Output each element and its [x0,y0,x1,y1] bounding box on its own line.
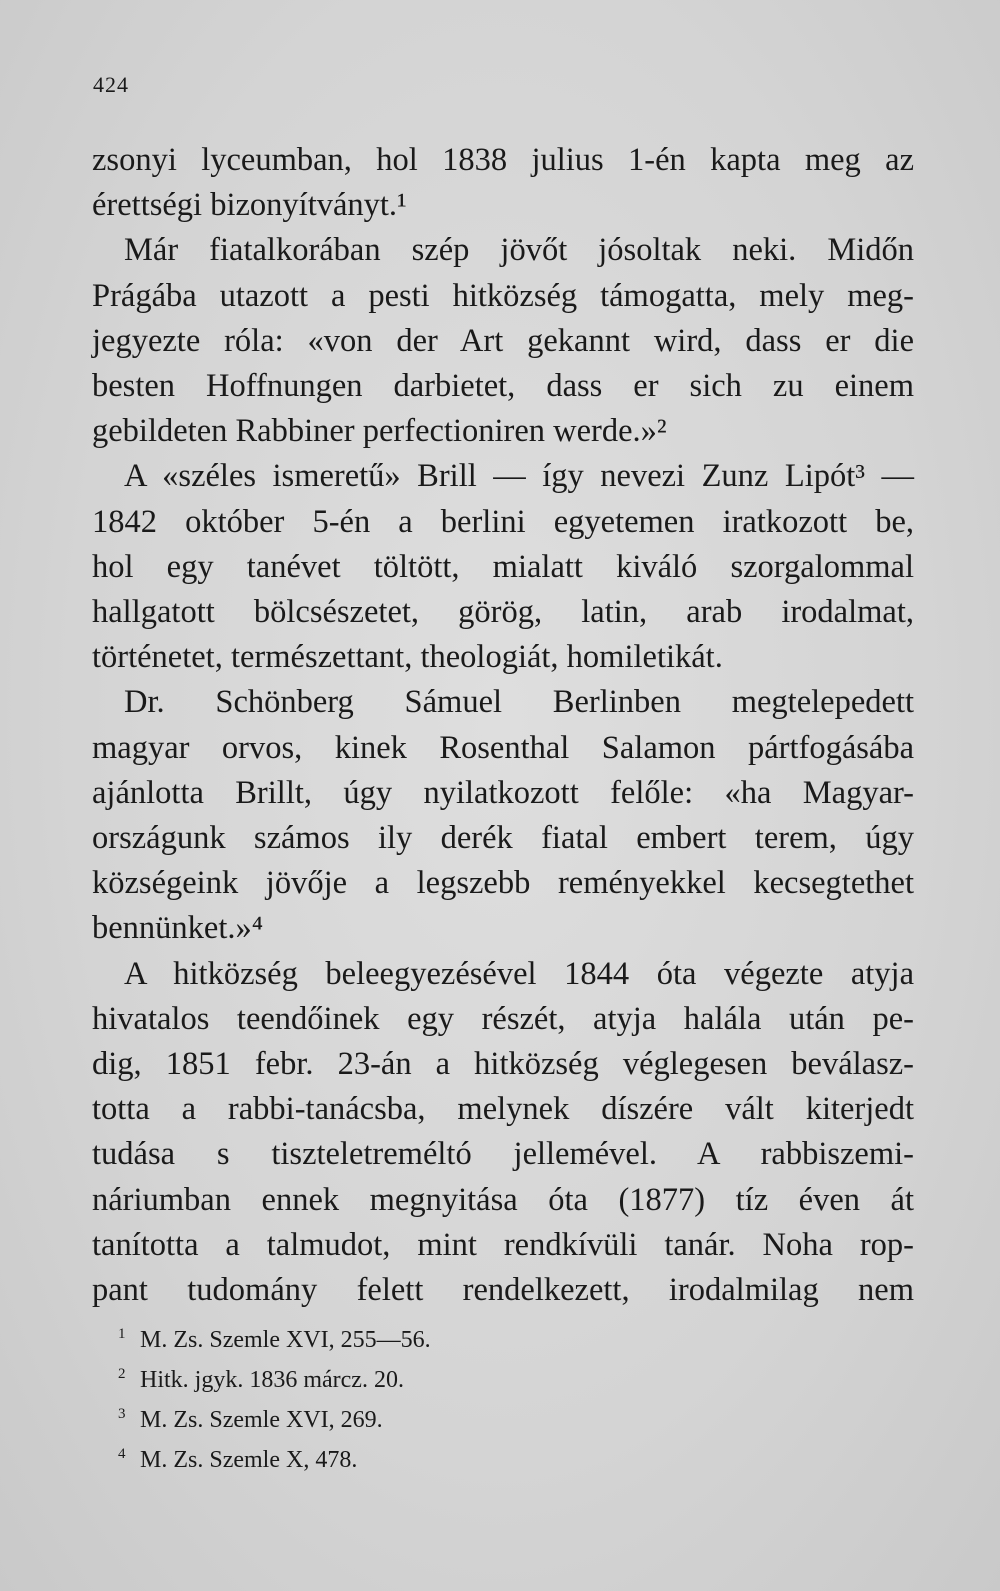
text-line: Dr. Schönberg Sámuel Berlinben megtelepedett [124,684,914,721]
text-line: magyar orvos, kinek Rosenthal Salamon pártfogásába [92,729,914,766]
text-line: besten Hoffnungen darbietet, dass er sich zu einem [92,368,914,405]
text-line: dig, 1851 febr. 23-án a hitközség véglegesen beválasz- [92,1046,914,1083]
footnote-text: M. Zs. Szemle XVI, 269. [140,1407,383,1433]
footnote-mark: 4 [118,1446,126,1462]
text-line: érettségi bizonyítványt.¹ [92,187,407,224]
text-line: ajánlotta Brillt, úgy nyilatkozott felőle: «ha Magyar- [92,774,914,811]
text-line: községeink jövője a legszebb reményekkel kecsegtethet [92,865,914,902]
text-line: bennünket.»⁴ [92,910,264,947]
footnote-text: M. Zs. Szemle XVI, 255—56. [140,1327,431,1353]
text-line: tanította a talmudot, mint rendkívüli tanár. Noha rop- [92,1226,914,1263]
text-line: országunk számos ily derék fiatal embert terem, úgy [92,820,914,857]
text-line: hivatalos teendőinek egy részét, atyja halála után pe- [92,1000,914,1037]
body-text [92,138,914,1313]
footnote-mark: 1 [118,1326,126,1342]
footnote [118,1437,431,1477]
page-number: 424 [93,72,129,97]
footnote [118,1397,431,1437]
text-line: hallgatott bölcsészetet, görög, latin, arab irodalmat, [92,594,914,631]
footnote [118,1357,431,1397]
text-line: totta a rabbi-tanácsba, melynek díszére vált kiterjedt [92,1091,914,1128]
text-line: Már fiatalkorában szép jövőt jósoltak neki. Midőn [124,232,914,269]
footnote-mark: 2 [118,1366,126,1382]
text-line: náriumban ennek megnyitása óta (1877) tíz éven át [92,1181,914,1218]
footnote-mark: 3 [118,1406,126,1422]
text-line: tudása s tiszteletreméltó jellemével. A rabbiszemi- [92,1136,914,1173]
text-line: gebildeten Rabbiner perfectioniren werde.»² [92,413,667,450]
text-line: hol egy tanévet töltött, mialatt kiváló szorgalommal [92,548,914,585]
text-line: történetet, természettant, theologiát, homiletikát. [92,639,723,676]
text-line: A hitközség beleegyezésével 1844 óta végezte atyja [124,955,914,992]
text-line: jegyezte róla: «von der Art gekannt wird, dass er die [92,322,914,359]
text-line: A «széles ismeretű» Brill — így nevezi Zunz Lipót³ — [124,458,914,495]
text-line: pant tudomány felett rendelkezett, irodalmilag nem [92,1272,914,1309]
footnote [118,1317,431,1357]
footnote-text: M. Zs. Szemle X, 478. [140,1447,358,1473]
footnotes [118,1317,431,1477]
text-line: Prágába utazott a pesti hitközség támogatta, mely meg- [92,277,914,314]
text-line: zsonyi lyceumban, hol 1838 julius 1-én kapta meg az [92,142,914,178]
text-line: 1842 október 5-én a berlini egyetemen iratkozott be, [92,503,914,540]
footnote-text: Hitk. jgyk. 1836 márcz. 20. [140,1367,404,1393]
